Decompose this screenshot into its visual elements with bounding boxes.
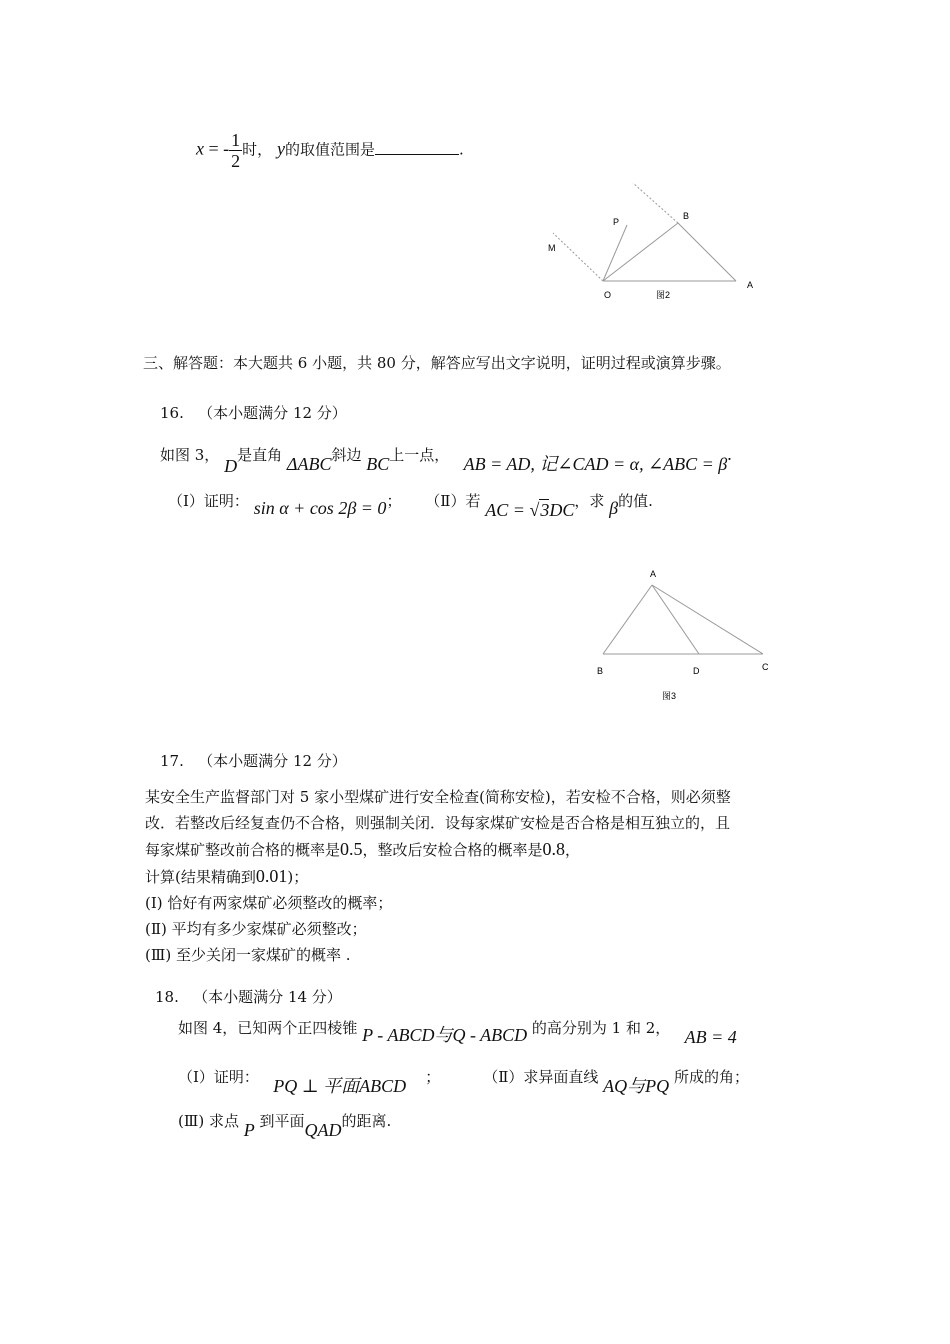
q16-beta: β: [609, 498, 619, 518]
fig2-label-M: M: [548, 243, 556, 253]
q18-part3-P: P: [243, 1120, 255, 1140]
fig2-label-B: B: [683, 211, 690, 221]
q18-part1-end: ；: [425, 1068, 441, 1086]
q16-part2-end: 的值.: [618, 492, 653, 510]
fig3-label-B: B: [597, 666, 604, 676]
q18-heights: 的高分别为 1 和 2，: [531, 1019, 671, 1037]
fig3-label-D: D: [693, 666, 700, 676]
fig2-op: [603, 225, 627, 281]
q18-pyramids: P - ABCD与Q - ABCD: [362, 1025, 528, 1045]
q18-number: 18.: [155, 988, 179, 1006]
q18-part3-end: 的距离.: [341, 1112, 392, 1130]
q16-D: D: [224, 456, 238, 476]
fig3-ab: [603, 585, 652, 654]
figure-2: [540, 175, 770, 310]
q17-line1: 某安全生产监督部门对 5 家小型煤矿进行安全检查(简称安检)，若安检不合格，则必须整: [145, 788, 731, 806]
fig2-om-dotted: [553, 233, 603, 281]
q18-part1-label: （Ⅰ）证明：: [178, 1068, 259, 1086]
fig2-caption: 图2: [656, 290, 671, 300]
y-variable: y: [276, 138, 285, 159]
q16-number: 16.: [160, 404, 184, 422]
q16-hyp: 斜边: [331, 446, 362, 464]
q18-part3-mid: 到平面: [259, 1112, 305, 1130]
q17-score: （本小题满分 12 分）: [198, 752, 347, 770]
section-3-heading: 三、解答题：本大题共 6 小题，共 80 分，解答应写出文字说明，证明过程或演算步骤。: [143, 354, 731, 372]
equals-minus: = -: [204, 138, 230, 159]
q18-intro: 如图 4，已知两个正四棱锥: [178, 1019, 358, 1037]
q16-statement: [160, 440, 732, 474]
q16-BC: BC: [366, 454, 390, 474]
q17-item1: (Ⅰ) 恰好有两家煤矿必须整改的概率；: [145, 894, 393, 912]
q17-item2: (Ⅱ) 平均有多少家煤矿必须整改；: [145, 920, 367, 938]
q16-part1-label: （Ⅰ）证明：: [168, 492, 249, 510]
q18-parts-1-2: [178, 1062, 749, 1096]
q16-part2-ask: ，求: [574, 492, 605, 510]
fig2-ba: [678, 223, 736, 281]
fig3-ad: [652, 585, 699, 654]
q18-header: [155, 986, 342, 1007]
q18-part-3: [178, 1110, 391, 1144]
q17-precision: 0.01: [255, 866, 288, 886]
q18-score: （本小题满分 14 分）: [193, 988, 342, 1006]
q16-parts: [168, 490, 653, 524]
q17-line3: 每家煤矿整改前合格的概率是0.5，整改后安检合格的概率是0.8，: [145, 839, 581, 859]
q16-part2-formula: AC = √3DC: [485, 500, 575, 520]
q16-score: （本小题满分 12 分）: [198, 404, 347, 422]
q16-cond-end: .: [727, 444, 732, 464]
period: .: [458, 140, 464, 159]
fig3-label-C: C: [762, 662, 769, 672]
fig2-dotted-ob: [603, 223, 678, 281]
q16-condition: AB = AD, 记∠CAD = α, ∠ABC = β: [463, 454, 728, 474]
q16-part1-end: ；: [386, 492, 402, 510]
q16-point-on: 上一点，: [389, 446, 450, 464]
top-line: [196, 130, 464, 171]
figure-3: [585, 565, 780, 710]
q18-part2-label: （Ⅱ）求异面直线: [483, 1068, 599, 1086]
answer-blank: [375, 140, 459, 155]
q18-part1-formula: PQ ⊥ 平面ABCD: [273, 1076, 407, 1096]
q16-is-right: 是直角: [237, 446, 283, 464]
q16-part1-formula: sin α + cos 2β = 0: [253, 498, 387, 518]
q16-intro: 如图 3，: [160, 446, 220, 464]
q18-part3-plane: QAD: [304, 1120, 342, 1140]
fig2-label-A: A: [747, 280, 754, 290]
q17-p1: 0.5: [340, 839, 363, 859]
fig2-dotted-b-ext: [633, 183, 678, 223]
q17-line2: 改．若整改后经复查仍不合格，则强制关闭．设每家煤矿安检是否合格是相互独立的，且: [145, 814, 731, 832]
fig2-label-O: O: [604, 290, 612, 300]
q17-item3: (Ⅲ) 至少关闭一家煤矿的概率 .: [145, 946, 351, 964]
fraction-one-half: $\frac{1}{2}$: [231, 130, 241, 171]
fig3-label-A: A: [650, 569, 657, 579]
q18-ab: AB = 4: [684, 1027, 737, 1047]
fig2-label-P: P: [613, 217, 620, 227]
q18-statement: [178, 1013, 737, 1047]
q17-p2: 0.8: [542, 839, 566, 859]
q17-number: 17.: [160, 752, 184, 770]
fig3-ac: [652, 585, 763, 654]
range-text: 的取值范围是: [284, 140, 375, 159]
q16-part2-label: （Ⅱ）若: [425, 492, 481, 510]
x-variable: x: [196, 138, 204, 159]
when-text: 时，: [242, 140, 273, 159]
q18-part2-end: 所成的角；: [673, 1068, 749, 1086]
q16-triangle: ΔABC: [286, 454, 332, 474]
q17-line4: 计算(结果精确到0.01)；: [145, 866, 309, 886]
q17-header: [160, 750, 347, 771]
fig3-caption: 图3: [662, 691, 677, 701]
q18-part3-label: (Ⅲ) 求点: [178, 1112, 239, 1130]
q16-header: [160, 402, 347, 423]
q18-part2-formula: AQ与PQ: [603, 1076, 670, 1096]
q17-body: [145, 784, 731, 968]
